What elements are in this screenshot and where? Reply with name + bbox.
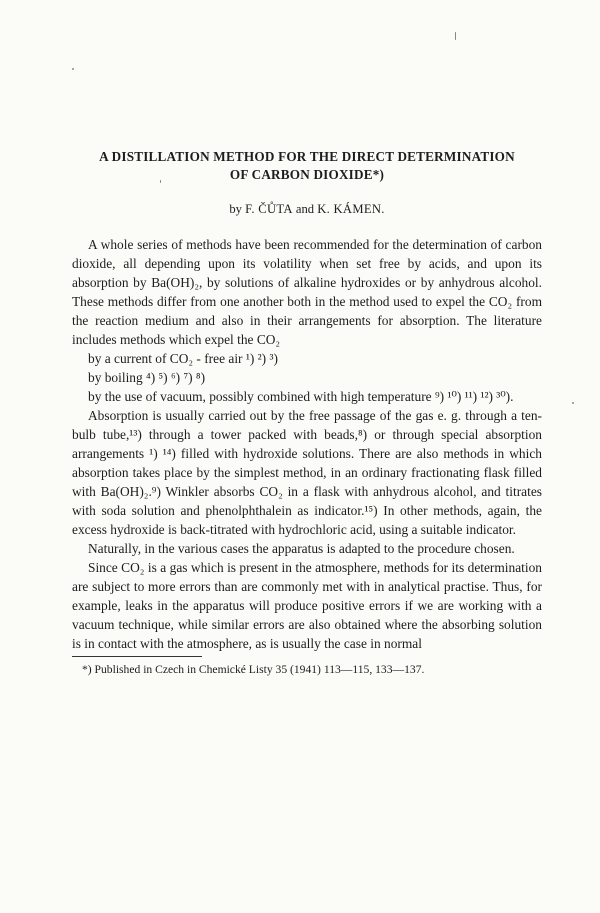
scan-speck: [72, 68, 74, 70]
author-1: F. ČŮTA: [245, 202, 293, 216]
authors-line: [72, 202, 542, 217]
method-item-1: by a current of CO₂ - free air ¹) ²) ³): [88, 351, 278, 366]
footnote: *) Published in Czech in Chemické Listy 35 (1941) 113—115, 133—137.: [82, 663, 425, 676]
paper-page: [72, 148, 542, 677]
paragraph-4: Since CO₂ is a gas which is present in the atmosphere, methods for its determination are subject to more errors than are commonly met with in analytical practise. Thus, for example, leaks in the apparatus will produce positive errors if we are working with a vacuum technique, while similar errors are also obtained where the absorbing solution is in contact with the atmosphere, as is usually the case in normal: [72, 560, 542, 651]
method-item-2: by boiling ⁴) ⁵) ⁶) ⁷) ⁸): [88, 370, 206, 385]
and-label: and: [295, 202, 315, 216]
scan-speck: [572, 402, 574, 404]
author-2: K. KÁMEN.: [317, 202, 385, 216]
paragraph-2: Absorption is usually carried out by the free passage of the gas e. g. through a ten-bulb tube,¹³) through a tower packed with beads,⁸) or through special absorption arrangements ¹) ¹⁴) filled with hydroxide solutions. There are also methods in which absorption takes place by the simplest method, in an ordinary fractionating flask filled with Ba(OH)₂.⁹) Winkler absorbs CO₂ in a flask with anhydrous alcohol, and titrates with soda solution and phenolphthalein as indicator.¹⁵) In other methods, again, the excess hydroxide is back-titrated with hydrochloric acid, using a suitable indicator.: [72, 408, 542, 537]
article-title: [72, 148, 542, 184]
paragraph-3: Naturally, in the various cases the apparatus is adapted to the procedure chosen.: [88, 541, 515, 556]
by-label: by: [229, 202, 242, 216]
paragraph-1: A whole series of methods have been recommended for the determination of carbon dioxide, all depending upon its volatility when set free by acids, and upon its absorption by Ba(OH)₂, by solutions of alkaline hydroxides or by anhydrous alcohol. These methods differ from one another both in the method used to expel the CO₂ from the reaction medium and also in their arrangements for absorption. The literature includes methods which expel the CO₂: [72, 237, 542, 347]
title-line-2: OF CARBON DIOXIDE*): [229, 167, 385, 182]
method-item-3: by the use of vacuum, possibly combined with high temperature ⁹) ¹⁰) ¹¹) ¹²) ³⁰).: [88, 389, 514, 404]
scan-speck: [455, 32, 456, 40]
title-line-1: A DISTILLATION METHOD FOR THE DIRECT DETERMINATION: [99, 149, 515, 164]
footnote-divider: [72, 656, 202, 657]
